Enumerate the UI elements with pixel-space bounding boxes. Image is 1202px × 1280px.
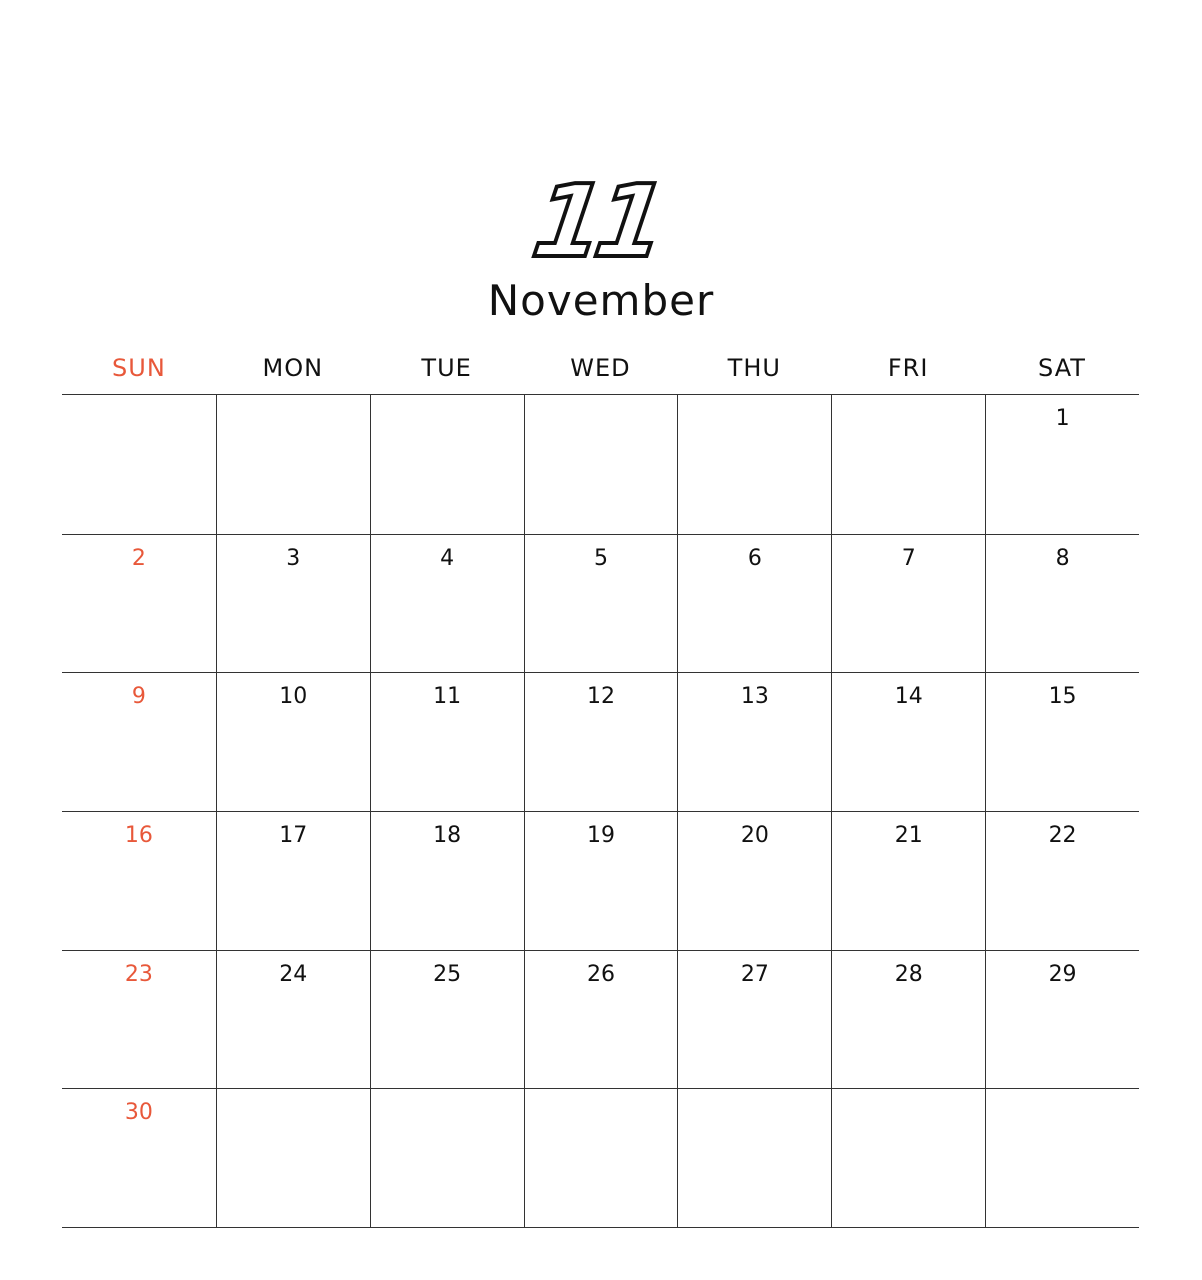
day-cell[interactable] bbox=[216, 1088, 370, 1227]
calendar-grid bbox=[62, 394, 1139, 1228]
month-name: November bbox=[487, 276, 715, 325]
day-number: 15 bbox=[1048, 684, 1077, 710]
day-number: 2 bbox=[131, 545, 146, 571]
day-cell[interactable] bbox=[524, 672, 678, 811]
day-cell[interactable] bbox=[524, 534, 678, 673]
day-number: 3 bbox=[286, 545, 301, 571]
day-number: 5 bbox=[593, 545, 608, 571]
day-number: 8 bbox=[1055, 545, 1070, 571]
day-number: 20 bbox=[740, 823, 769, 848]
day-cell[interactable] bbox=[985, 950, 1139, 1089]
day-cell[interactable] bbox=[831, 811, 985, 950]
day-number: 23 bbox=[124, 961, 153, 987]
weekday-tue: TUE bbox=[421, 354, 472, 382]
day-cell[interactable] bbox=[62, 950, 216, 1089]
day-number: 28 bbox=[894, 961, 923, 987]
month-number: 11 bbox=[526, 163, 666, 280]
day-cell[interactable] bbox=[216, 811, 370, 950]
day-cell[interactable] bbox=[985, 1088, 1139, 1227]
day-cell[interactable] bbox=[216, 672, 370, 811]
day-cell[interactable] bbox=[62, 672, 216, 811]
day-number: 13 bbox=[740, 684, 769, 710]
day-number: 10 bbox=[279, 684, 308, 710]
day-cell[interactable] bbox=[370, 811, 524, 950]
day-cell[interactable] bbox=[985, 534, 1139, 673]
day-cell[interactable] bbox=[677, 1088, 831, 1227]
day-cell[interactable] bbox=[677, 534, 831, 673]
day-cell[interactable] bbox=[831, 395, 985, 534]
day-cell[interactable] bbox=[524, 395, 678, 534]
day-cell[interactable] bbox=[524, 950, 678, 1089]
day-number: 11 bbox=[433, 684, 462, 710]
day-number: 4 bbox=[440, 545, 455, 571]
day-number: 21 bbox=[894, 823, 923, 848]
day-cell[interactable] bbox=[677, 950, 831, 1089]
day-number: 16 bbox=[124, 823, 153, 848]
day-cell[interactable] bbox=[370, 534, 524, 673]
day-cell[interactable] bbox=[370, 950, 524, 1089]
day-cell[interactable] bbox=[216, 950, 370, 1089]
day-cell[interactable] bbox=[831, 950, 985, 1089]
day-cell[interactable] bbox=[524, 1088, 678, 1227]
day-cell[interactable] bbox=[985, 672, 1139, 811]
day-number: 22 bbox=[1048, 823, 1077, 848]
day-number: 18 bbox=[433, 823, 462, 848]
day-cell[interactable] bbox=[524, 811, 678, 950]
day-cell[interactable] bbox=[62, 534, 216, 673]
day-cell[interactable] bbox=[677, 811, 831, 950]
day-cell[interactable] bbox=[62, 811, 216, 950]
day-cell[interactable] bbox=[831, 1088, 985, 1227]
weekday-sat: SAT bbox=[1038, 354, 1086, 382]
day-number: 12 bbox=[586, 684, 615, 710]
day-cell[interactable] bbox=[677, 395, 831, 534]
day-cell[interactable] bbox=[216, 534, 370, 673]
day-number: 17 bbox=[279, 823, 308, 848]
day-cell[interactable] bbox=[985, 811, 1139, 950]
weekday-thu: THU bbox=[727, 354, 781, 382]
day-number: 29 bbox=[1048, 961, 1077, 987]
day-number: 9 bbox=[131, 684, 146, 710]
weekday-header-row bbox=[62, 348, 1139, 388]
day-cell[interactable] bbox=[831, 534, 985, 673]
day-cell[interactable] bbox=[62, 1088, 216, 1227]
day-number: 25 bbox=[433, 961, 462, 987]
day-number: 1 bbox=[1055, 406, 1070, 431]
weekday-sun: SUN bbox=[112, 354, 166, 382]
day-cell[interactable] bbox=[831, 672, 985, 811]
day-number: 14 bbox=[894, 684, 923, 710]
day-cell[interactable] bbox=[370, 395, 524, 534]
day-number: 30 bbox=[124, 1100, 153, 1126]
day-number: 7 bbox=[901, 545, 916, 571]
weekday-wed: WED bbox=[570, 354, 631, 382]
day-cell[interactable] bbox=[370, 672, 524, 811]
day-cell[interactable] bbox=[985, 395, 1139, 534]
day-number: 24 bbox=[279, 961, 308, 987]
day-cell[interactable] bbox=[677, 672, 831, 811]
weekday-mon: MON bbox=[262, 354, 324, 382]
day-number: 27 bbox=[740, 961, 769, 987]
calendar-header bbox=[0, 163, 1202, 326]
day-cell[interactable] bbox=[216, 395, 370, 534]
day-number: 26 bbox=[586, 961, 615, 987]
weekday-fri: FRI bbox=[887, 354, 929, 382]
day-number: 19 bbox=[586, 823, 615, 848]
day-number: 6 bbox=[747, 545, 762, 571]
day-cell[interactable] bbox=[62, 395, 216, 534]
day-cell[interactable] bbox=[370, 1088, 524, 1227]
